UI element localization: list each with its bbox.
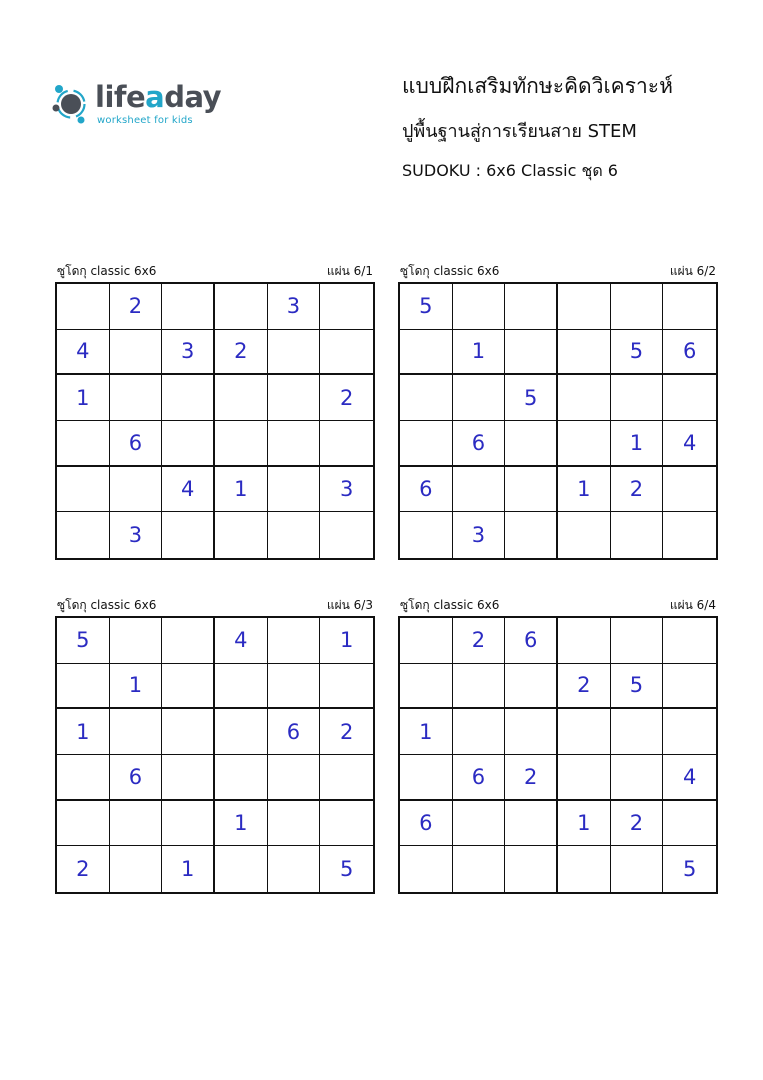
worksheet-title: แบบฝึกเสริมทักษะคิดวิเคราะห์ bbox=[402, 74, 673, 98]
sudoku-cell: 1 bbox=[400, 709, 453, 755]
sudoku-cell: 5 bbox=[505, 375, 558, 421]
sudoku-cell bbox=[268, 846, 321, 892]
sudoku-cell: 3 bbox=[162, 330, 215, 376]
sudoku-cell: 1 bbox=[57, 709, 110, 755]
sudoku-cell bbox=[663, 618, 716, 664]
sudoku-cell bbox=[215, 421, 268, 467]
sudoku-cell bbox=[57, 284, 110, 330]
sudoku-cell: 1 bbox=[558, 467, 611, 513]
sudoku-cell bbox=[505, 664, 558, 710]
logo-name: lifeaday bbox=[95, 80, 222, 114]
sudoku-cell bbox=[453, 284, 506, 330]
sudoku-cell bbox=[268, 421, 321, 467]
sudoku-cell bbox=[57, 421, 110, 467]
sudoku-cell: 4 bbox=[663, 755, 716, 801]
sudoku-cell: 5 bbox=[611, 664, 664, 710]
puzzle-title: ซูโดกุ classic 6x6 bbox=[400, 264, 500, 278]
sudoku-cell bbox=[505, 284, 558, 330]
sudoku-cell bbox=[110, 801, 163, 847]
sudoku-cell: 6 bbox=[453, 755, 506, 801]
sudoku-cell bbox=[663, 664, 716, 710]
sudoku-cell bbox=[558, 330, 611, 376]
puzzle-header bbox=[398, 262, 718, 278]
sudoku-cell bbox=[400, 846, 453, 892]
sudoku-cell: 5 bbox=[339, 857, 354, 882]
sudoku-cell bbox=[663, 467, 716, 513]
sudoku-cell: 1 bbox=[215, 467, 268, 513]
sudoku-cell bbox=[320, 330, 373, 376]
worksheet-set-label: SUDOKU : 6x6 Classic ชุด 6 bbox=[402, 161, 618, 180]
sudoku-cell: 1 bbox=[57, 375, 110, 421]
sudoku-cell bbox=[215, 664, 268, 710]
sudoku-cell bbox=[110, 375, 163, 421]
sudoku-cell bbox=[162, 801, 215, 847]
sudoku-cell bbox=[215, 755, 268, 801]
sudoku-cell: 2 bbox=[57, 846, 110, 892]
sudoku-cell bbox=[162, 421, 215, 467]
sudoku-grid bbox=[398, 282, 718, 560]
sudoku-cell bbox=[505, 512, 558, 558]
sudoku-grid bbox=[55, 282, 375, 560]
sudoku-cell bbox=[611, 375, 664, 421]
sudoku-cell bbox=[110, 709, 163, 755]
sudoku-cell: 2 bbox=[453, 618, 506, 664]
sudoku-cell: 6 bbox=[400, 467, 453, 513]
sudoku-cell bbox=[558, 284, 611, 330]
sudoku-cell bbox=[400, 375, 453, 421]
puzzle-sheet-number: แผ่น 6/4 bbox=[669, 598, 716, 612]
sudoku-puzzle-3 bbox=[55, 596, 375, 894]
sudoku-cell bbox=[400, 512, 453, 558]
sudoku-cell: 2 bbox=[611, 801, 664, 847]
sudoku-cell: 1 bbox=[110, 664, 163, 710]
sudoku-cell bbox=[215, 846, 268, 892]
sudoku-cell: 2 bbox=[320, 375, 373, 421]
sudoku-cell: 2 bbox=[320, 709, 373, 755]
sudoku-cell bbox=[453, 709, 506, 755]
sudoku-cell: 6 bbox=[400, 801, 453, 847]
sudoku-cell bbox=[505, 421, 558, 467]
sudoku-cell bbox=[611, 512, 664, 558]
sudoku-cell bbox=[611, 618, 664, 664]
puzzle-header bbox=[398, 596, 718, 612]
sudoku-cell bbox=[162, 664, 215, 710]
sudoku-cell bbox=[162, 375, 215, 421]
sudoku-cell bbox=[663, 512, 716, 558]
puzzle-sheet-number: แผ่น 6/1 bbox=[326, 264, 373, 278]
sudoku-cell bbox=[162, 284, 215, 330]
sudoku-cell bbox=[320, 512, 373, 558]
sudoku-cell bbox=[162, 755, 215, 801]
sudoku-cell bbox=[453, 375, 506, 421]
sudoku-cell bbox=[558, 375, 611, 421]
sudoku-cell bbox=[611, 846, 664, 892]
sudoku-cell bbox=[268, 664, 321, 710]
sudoku-puzzle-1 bbox=[55, 262, 375, 560]
sudoku-cell bbox=[663, 801, 716, 847]
sudoku-cell bbox=[268, 467, 321, 513]
sudoku-cell bbox=[663, 284, 716, 330]
sudoku-cell bbox=[57, 512, 110, 558]
sudoku-cell bbox=[162, 618, 215, 664]
sudoku-cell bbox=[110, 846, 163, 892]
sudoku-cell: 2 bbox=[215, 330, 268, 376]
sudoku-cell bbox=[400, 330, 453, 376]
sudoku-cell bbox=[268, 755, 321, 801]
sudoku-cell bbox=[558, 421, 611, 467]
sudoku-cell bbox=[611, 755, 664, 801]
sudoku-cell: 6 bbox=[453, 421, 506, 467]
sudoku-cell: 2 bbox=[110, 284, 163, 330]
sudoku-cell bbox=[110, 467, 163, 513]
sudoku-cell: 1 bbox=[558, 801, 611, 847]
puzzle-header bbox=[55, 262, 375, 278]
sudoku-cell bbox=[400, 618, 453, 664]
sudoku-cell bbox=[268, 375, 321, 421]
sudoku-cell: 2 bbox=[558, 664, 611, 710]
sudoku-cell bbox=[320, 801, 373, 847]
sudoku-cell bbox=[162, 709, 215, 755]
sudoku-cell bbox=[663, 375, 716, 421]
puzzle-title: ซูโดกุ classic 6x6 bbox=[57, 598, 157, 612]
logo-tagline: worksheet for kids bbox=[97, 115, 193, 126]
sudoku-cell: 4 bbox=[162, 467, 215, 513]
puzzle-sheet-number: แผ่น 6/2 bbox=[669, 264, 716, 278]
worksheet-subtitle: ปูพื้นฐานสู่การเรียนสาย STEM bbox=[402, 121, 637, 142]
sudoku-cell: 4 bbox=[663, 421, 716, 467]
sudoku-cell: 2 bbox=[611, 467, 664, 513]
sudoku-cell bbox=[558, 618, 611, 664]
sudoku-cell bbox=[558, 709, 611, 755]
sudoku-cell: 1 bbox=[611, 421, 664, 467]
sudoku-cell bbox=[57, 755, 110, 801]
sudoku-cell: 4 bbox=[57, 330, 110, 376]
sudoku-grid bbox=[398, 616, 718, 894]
sudoku-cell bbox=[320, 284, 373, 330]
sudoku-cell bbox=[453, 664, 506, 710]
sudoku-cell bbox=[505, 801, 558, 847]
sudoku-cell bbox=[400, 664, 453, 710]
sudoku-cell bbox=[320, 421, 373, 467]
sudoku-cell bbox=[400, 755, 453, 801]
sudoku-cell: 2 bbox=[505, 755, 558, 801]
sudoku-cell bbox=[110, 330, 163, 376]
sudoku-cell: 1 bbox=[320, 618, 373, 664]
sudoku-cell bbox=[268, 801, 321, 847]
sudoku-cell: 5 bbox=[400, 284, 453, 330]
sudoku-cell bbox=[505, 846, 558, 892]
sudoku-puzzle-4 bbox=[398, 596, 718, 894]
sudoku-cell: 4 bbox=[215, 618, 268, 664]
sudoku-cell bbox=[57, 467, 110, 513]
puzzle-header bbox=[55, 596, 375, 612]
sudoku-cell: 3 bbox=[320, 467, 373, 513]
sudoku-cell: 1 bbox=[453, 330, 506, 376]
sudoku-cell: 3 bbox=[268, 284, 321, 330]
sudoku-cell bbox=[268, 512, 321, 558]
sudoku-cell: 5 bbox=[682, 857, 697, 882]
sudoku-cell bbox=[558, 512, 611, 558]
sudoku-cell bbox=[453, 846, 506, 892]
sudoku-cell bbox=[453, 467, 506, 513]
sudoku-cell bbox=[320, 755, 373, 801]
sudoku-cell bbox=[57, 801, 110, 847]
lifeaday-logo bbox=[50, 80, 230, 132]
puzzle-sheet-number: แผ่น 6/3 bbox=[326, 598, 373, 612]
sudoku-cell bbox=[215, 709, 268, 755]
sudoku-cell bbox=[162, 512, 215, 558]
sudoku-cell bbox=[215, 284, 268, 330]
sudoku-cell: 6 bbox=[505, 618, 558, 664]
sudoku-cell: 1 bbox=[162, 846, 215, 892]
sudoku-cell bbox=[215, 512, 268, 558]
sudoku-cell: 5 bbox=[57, 618, 110, 664]
puzzle-title: ซูโดกุ classic 6x6 bbox=[57, 264, 157, 278]
sudoku-cell: 1 bbox=[215, 801, 268, 847]
sudoku-cell bbox=[57, 664, 110, 710]
sudoku-cell: 5 bbox=[611, 330, 664, 376]
sudoku-cell bbox=[611, 709, 664, 755]
sudoku-cell bbox=[320, 664, 373, 710]
sudoku-grid bbox=[55, 616, 375, 894]
sudoku-cell bbox=[268, 618, 321, 664]
sudoku-cell bbox=[110, 618, 163, 664]
sudoku-cell bbox=[215, 375, 268, 421]
sudoku-cell bbox=[611, 284, 664, 330]
sudoku-cell: 6 bbox=[268, 709, 321, 755]
sudoku-cell: 6 bbox=[110, 755, 163, 801]
sudoku-cell bbox=[268, 330, 321, 376]
puzzle-title: ซูโดกุ classic 6x6 bbox=[400, 598, 500, 612]
sudoku-cell: 3 bbox=[110, 512, 163, 558]
sudoku-puzzle-2 bbox=[398, 262, 718, 560]
sudoku-cell: 6 bbox=[110, 421, 163, 467]
sudoku-cell bbox=[558, 755, 611, 801]
molecule-logo-icon bbox=[50, 82, 90, 126]
sudoku-cell: 3 bbox=[453, 512, 506, 558]
sudoku-cell bbox=[505, 467, 558, 513]
sudoku-cell bbox=[505, 709, 558, 755]
sudoku-cell bbox=[558, 846, 611, 892]
sudoku-cell: 6 bbox=[663, 330, 716, 376]
sudoku-cell bbox=[505, 330, 558, 376]
sudoku-cell bbox=[663, 709, 716, 755]
sudoku-cell bbox=[400, 421, 453, 467]
sudoku-cell bbox=[453, 801, 506, 847]
